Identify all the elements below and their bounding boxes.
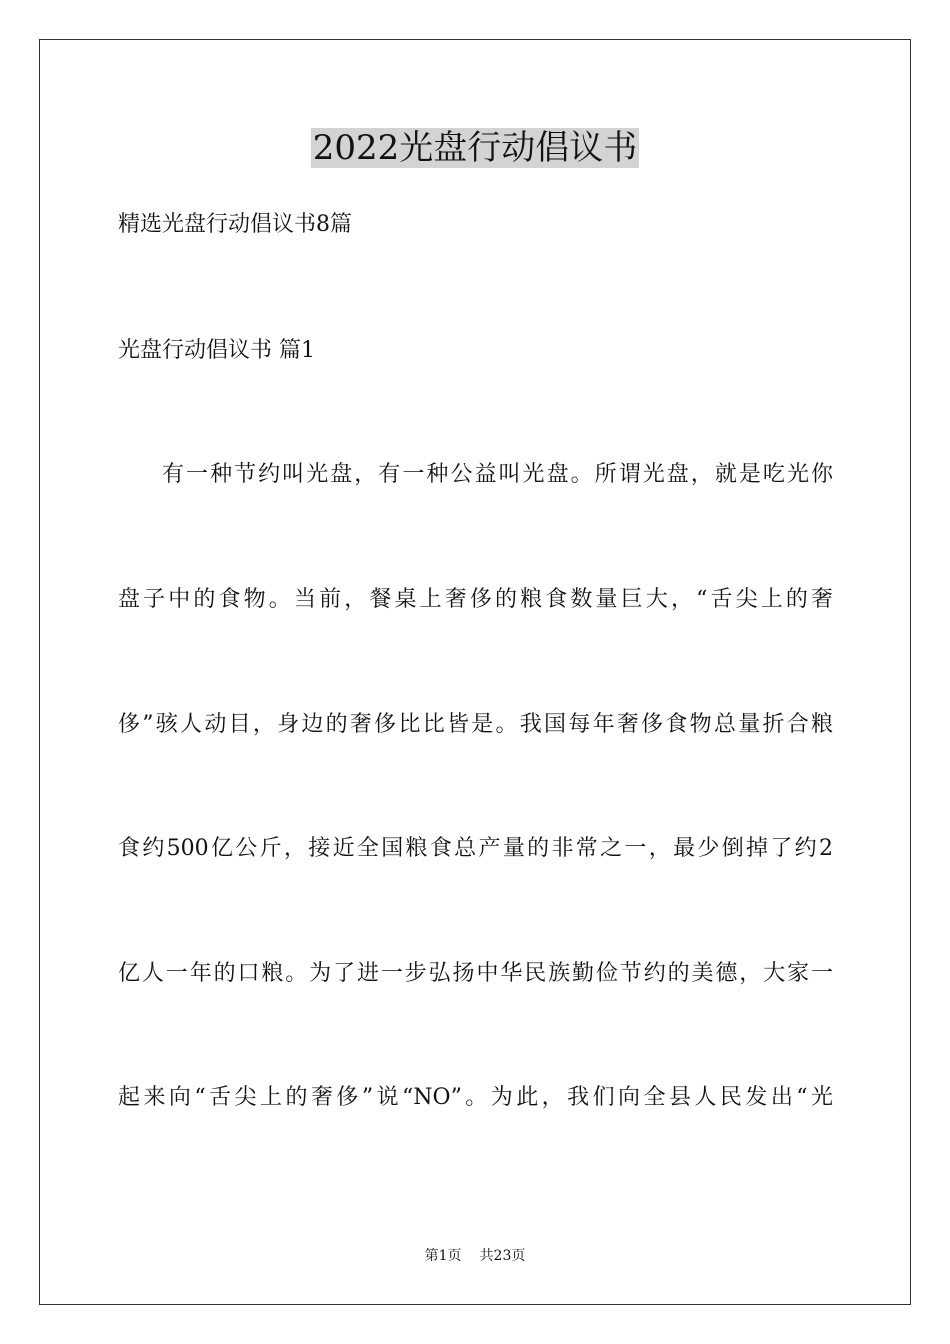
document-subtitle: 精选光盘行动倡议书8篇 — [118, 212, 352, 237]
paragraph-line: 盘子中的食物。当前，餐桌上奢侈的粮食数量巨大，“舌尖上的奢 — [118, 587, 833, 612]
page-footer — [0, 1246, 950, 1266]
paragraph-line: 有一种节约叫光盘，有一种公益叫光盘。所谓光盘，就是吃光你 — [162, 462, 833, 487]
paragraph-line: 食约500亿公斤，接近全国粮食总产量的非常之一，最少倒掉了约2 — [118, 836, 833, 861]
section-heading: 光盘行动倡议书 篇1 — [118, 338, 315, 363]
page-number: 第1页 — [424, 1248, 462, 1264]
paragraph-line: 亿人一年的口粮。为了进一步弘扬中华民族勤俭节约的美德，大家一 — [118, 961, 833, 986]
document-title-text: 2022光盘行动倡议书 — [312, 128, 638, 168]
page-total: 共23页 — [479, 1248, 526, 1264]
document-title — [0, 126, 950, 170]
paragraph-line: 侈”骇人动目，身边的奢侈比比皆是。我国每年奢侈食物总量折合粮 — [118, 712, 833, 737]
paragraph-line: 起来向“舌尖上的奢侈”说“NO”。为此，我们向全县人民发出“光 — [118, 1085, 833, 1110]
